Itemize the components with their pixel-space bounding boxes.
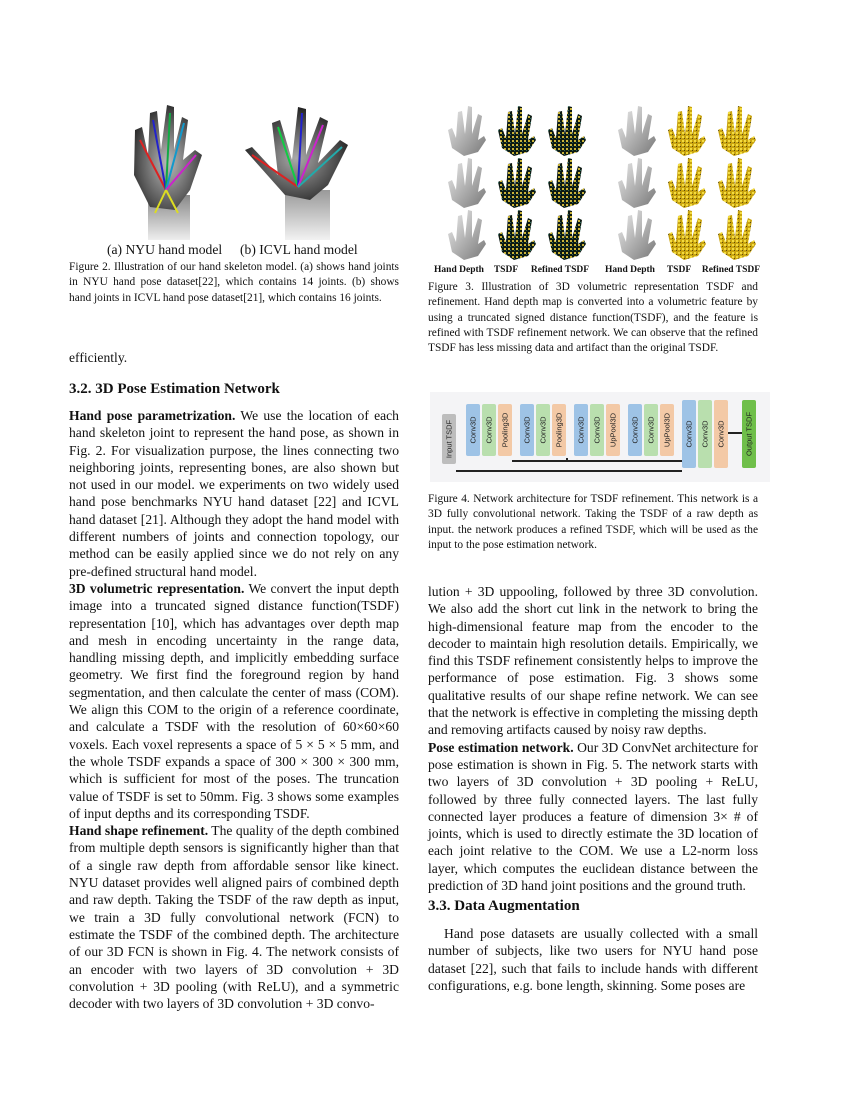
block-conv3d: Conv3D bbox=[628, 404, 642, 456]
figure3-label-refined-tsdf-2: Refined TSDF bbox=[701, 265, 761, 275]
para-heading: Hand shape refinement. bbox=[69, 823, 209, 839]
skip-connection bbox=[512, 460, 682, 462]
para-body: Our 3D ConvNet architecture for pose estimation is shown in Fig. 5. The network starts with two layers of 3D convolution + 3D pooling + ReLU, followed by three fully connected layers. The last fully connected layer produces a feature of dimension 3× # of joints, which is used to directly estimate the 3D location of each joint relative to the COM. We use a L2-norm loss layer, which computes the euclidean distance between the prediction of 3D hand joint positions and the ground truth. bbox=[428, 739, 759, 894]
figure2-icvl-hand-image bbox=[240, 95, 360, 245]
skip-connection bbox=[728, 432, 742, 434]
para-continued: lution + 3D uppooling, followed by three 3D convolution. We also add the short cut link in the network to bring the high-dimensional feature map from the encoder to the decoder to maintain high resolution details. Empirically, we find this TSDF refinement consistently helps to improve the performance of pose estimation. Fig. 3 shows some qualitative results of our shape refine network. We can see that the network is effective in completing the missing depth and removing artifacts caused by noisy raw depths. bbox=[428, 584, 758, 738]
figure3-label-refined-tsdf-1: Refined TSDF bbox=[530, 265, 590, 275]
para-3d-volumetric-representation bbox=[69, 580, 399, 822]
para-data-augmentation: Hand pose datasets are usually collected with a small number of subjects, like two users for NYU hand pose dataset [22], such that fails to include hands with different configurations, e.g. bone length, skinning. Some poses are bbox=[428, 926, 758, 993]
figure2-subcaption-b: (b) ICVL hand model bbox=[240, 242, 358, 257]
block-conv3d: Conv3D bbox=[698, 400, 712, 468]
block-conv3d: Conv3D bbox=[714, 400, 728, 468]
figure3-label-hand-depth-2: Hand Depth bbox=[605, 265, 655, 275]
block-conv3d: Conv3D bbox=[482, 404, 496, 456]
para-heading: 3D volumetric representation. bbox=[69, 580, 245, 596]
figure2-nyu-hand-image bbox=[120, 95, 220, 245]
figure2-subcaption-a: (a) NYU hand model bbox=[107, 242, 223, 257]
block-input-tsdf: Input TSDF bbox=[442, 414, 456, 464]
para-pose-estimation-network bbox=[428, 739, 758, 895]
para-body: We use the location of each hand skeleton joint to represent the hand pose, as shown in Fig. 2. For visualization purpose, the lines connecting two neighboring joints, representing bones, are also shown but not used in our model. we experiments on two widely used hand pose benchmarks NYU hand dataset [22] and ICVL hand dataset [21]. Although they adopt the hand model with different numbers of joints and connection topology, our method can be easily applied since we do not rely on any pre-defined structural hand model. bbox=[69, 408, 399, 579]
para-hand-shape-refinement bbox=[69, 822, 399, 1012]
figure3-image-grid bbox=[430, 100, 760, 260]
block-output-tsdf: Output TSDF bbox=[742, 400, 756, 468]
block-conv3d: Conv3D bbox=[520, 404, 534, 456]
block-conv3d: Conv3D bbox=[644, 404, 658, 456]
figure4-network-diagram bbox=[430, 392, 770, 482]
figure3-caption: Figure 3. Illustration of 3D volumetric representation TSDF and refinement. Hand depth map is converted into a volumetric feature by using a truncated signed distance function(TSDF), and the feature is refined with TSDF refinement network. We can observe that the refined TSDF has less missing data and artifact than the original TSDF. bbox=[428, 281, 758, 355]
left-body bbox=[69, 407, 399, 1012]
block-uppool3d: UpPool3D bbox=[660, 404, 674, 456]
block-conv3d: Conv3D bbox=[574, 404, 588, 456]
figure3-label-hand-depth-1: Hand Depth bbox=[434, 265, 484, 275]
skip-connection bbox=[456, 470, 682, 472]
figure4-caption: Figure 4. Network architecture for TSDF refinement. This network is a 3D fully convolutional network. Taking the TSDF of a raw depth as input. the network produces a refined TSDF, which will be used as the input to the pose estimation network. bbox=[428, 493, 758, 551]
para-body: The quality of the depth combined from multiple depth sensors is significantly higher than that of a single raw depth from affordable sensor like kinect. NYU dataset provides well aligned pairs of combined depth and raw depth. Taking the TSDF of the raw depth as input, we train a 3D fully convolutional network (FCN) to estimate the TSDF of the combined depth. The architecture of our 3D FCN is shown in Fig. 4. The network consists of an encoder with two layers of 3D convolution + 3D convolution + 3D pooling (with ReLU), and a symmetric decoder with two layers of 3D convolution + 3D convo- bbox=[69, 823, 399, 1012]
block-conv3d: Conv3D bbox=[590, 404, 604, 456]
block-pooling3d: Pooling3D bbox=[498, 404, 512, 456]
block-conv3d: Conv3D bbox=[682, 400, 696, 468]
figure3-label-tsdf-2: TSDF bbox=[666, 265, 692, 275]
para-hand-pose-parametrization bbox=[69, 407, 399, 580]
block-pooling3d: Pooling3D bbox=[552, 404, 566, 456]
block-uppool3d: UpPool3D bbox=[606, 404, 620, 456]
para-heading: Pose estimation network. bbox=[428, 739, 574, 755]
block-conv3d: Conv3D bbox=[466, 404, 480, 456]
skip-connection bbox=[566, 458, 568, 461]
section-title-3-3: 3.3. Data Augmentation bbox=[428, 898, 580, 914]
figure3-label-tsdf-1: TSDF bbox=[493, 265, 519, 275]
para-body: We convert the input depth image into a truncated signed distance function(TSDF) representation [10], which has advantages over depth map and mesh in encoding uncertainty in the range data, handling missing depth, and implicitly embedding surface geometry. We first find the foreground region by hand segmentation, and then calculate the center of mass (COM). We align this COM to the origin of a reference coordinate, and calculate a TSDF with the resolution of 60×60×60 voxels. Each voxel represents a space of 5 × 5 × 5 mm, and the whole TSDF expands a space of 300 × 300 × 300 mm, which is sufficient for most of the poses. The truncation value of TSDF is set to 50mm. Fig. 3 shows some examples of input depths and its corresponding TSDF. bbox=[69, 580, 399, 821]
figure2-caption: Figure 2. Illustration of our hand skeleton model. (a) shows hand joints in NYU hand pose dataset[22], which contains 14 joints. (b) shows hand joints in ICVL hand pose dataset[21], which contains 16 joints. bbox=[69, 261, 399, 304]
efficiently-text: efficiently. bbox=[69, 350, 128, 365]
section-title-3-2: 3.2. 3D Pose Estimation Network bbox=[69, 381, 280, 397]
block-conv3d: Conv3D bbox=[536, 404, 550, 456]
para-heading: Hand pose parametrization. bbox=[69, 408, 236, 423]
right-body bbox=[428, 583, 758, 894]
